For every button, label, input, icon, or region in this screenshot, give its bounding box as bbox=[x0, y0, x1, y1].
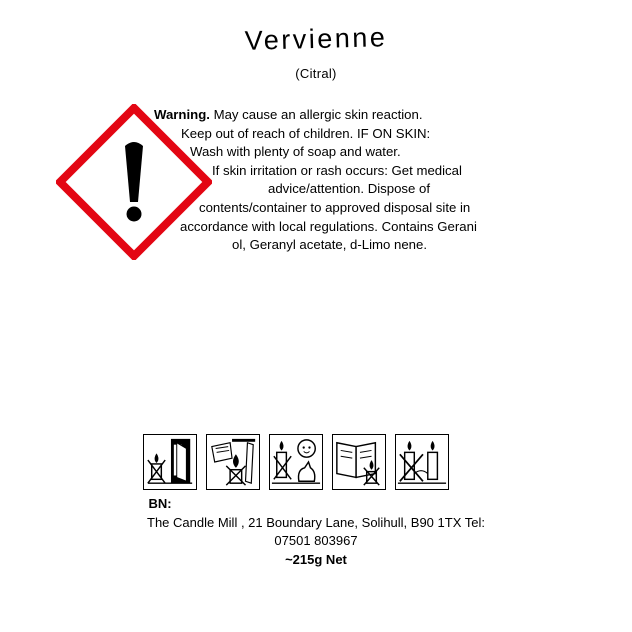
signal-word: Warning. bbox=[154, 107, 210, 122]
no-candle-near-children-pets-icon bbox=[269, 434, 323, 490]
hazard-line: If skin irritation or rash occurs: Get medical bbox=[212, 162, 462, 178]
hazard-line: advice/attention. Dispose of bbox=[268, 181, 431, 197]
hazard-line: ol, Geranyl acetate, d-Limo nene. bbox=[232, 237, 427, 253]
address-line: The Candle Mill , 21 Boundary Lane, Solihull, B90 1TX Tel: bbox=[147, 515, 485, 530]
phone-number: 07501 803967 bbox=[274, 533, 358, 548]
no-candle-near-curtains-icon bbox=[332, 434, 386, 490]
no-candle-near-flammable-door-icon bbox=[143, 434, 197, 490]
hazard-line: Warning. May cause an allergic skin reaction. bbox=[154, 107, 423, 122]
product-name: Vervienne bbox=[244, 22, 388, 56]
candle-safety-pictograms bbox=[143, 434, 453, 492]
hazard-line: contents/container to approved disposal site in bbox=[199, 200, 471, 215]
no-candle-near-paper-icon bbox=[206, 434, 260, 490]
batch-number-label: BN: bbox=[148, 496, 172, 511]
hazard-line: Keep out of reach of children. IF ON SKIN: bbox=[181, 125, 431, 141]
scent-name: (Citral) bbox=[295, 66, 337, 81]
net-weight: ~215g Net bbox=[285, 552, 347, 567]
hazard-line: Wash with plenty of soap and water. bbox=[190, 144, 401, 160]
hazard-line: accordance with local regulations. Contains Gerani bbox=[180, 218, 477, 234]
no-candles-too-close-icon bbox=[395, 434, 449, 490]
